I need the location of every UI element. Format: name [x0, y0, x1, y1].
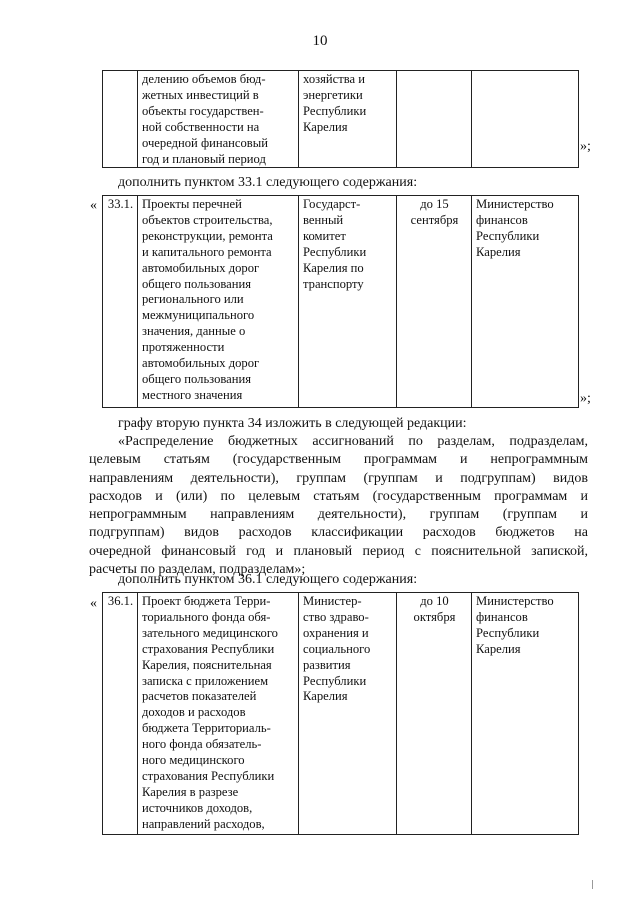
text-line: доходов и расходов	[142, 705, 246, 720]
text-line: Республики	[476, 625, 540, 640]
cell-recipient	[472, 196, 579, 408]
cell-recipient	[472, 71, 579, 168]
table-item-36-1	[102, 592, 579, 835]
cell-document-name	[138, 196, 299, 408]
text-line: год и плановый период	[142, 151, 266, 166]
text-line: Министерство	[476, 197, 554, 211]
text-line: направлениям деятельности), группам (группам и подгруппам) видов	[89, 470, 588, 486]
text-line: комитет	[303, 228, 346, 243]
text-line: непрограммным направлениям деятельности), группам (группам и	[89, 507, 588, 523]
cell-number: 33.1.	[103, 196, 138, 408]
table-row	[103, 196, 579, 408]
text-line: регионального или	[142, 292, 244, 307]
text-line: общего пользования	[142, 371, 252, 386]
text-line: Проект бюджета Терри-	[142, 594, 271, 608]
text-line: страхования Республики	[142, 768, 275, 783]
page-number: 10	[312, 33, 328, 49]
cell-responsible	[299, 196, 397, 408]
text-line: межмуниципального	[142, 308, 255, 323]
cell-number	[103, 71, 138, 168]
text-line: значения, данные о	[142, 324, 246, 339]
text-line: объекты государствен-	[142, 103, 264, 118]
text-line: венный	[303, 212, 344, 227]
text-line: развития	[303, 657, 351, 672]
text-line: Республики	[476, 228, 540, 243]
text-line: Республики	[303, 673, 367, 688]
text-line: Карелия	[303, 119, 348, 134]
text-line: октября	[413, 609, 456, 624]
text-line: целевым статьям (государственным программам и непрограммным	[89, 452, 588, 468]
paragraph-34-intro: графу вторую пункта 34 изложить в следующей редакции:	[118, 416, 467, 431]
text-line: «Распределение бюджетных ассигнований по разделам, подразделам,	[118, 434, 588, 449]
cell-responsible	[299, 593, 397, 835]
text-line: направлений расходов,	[142, 816, 265, 831]
cell-deadline	[397, 593, 472, 835]
text-line: до 10	[420, 594, 449, 608]
text-line: ного медицинского	[142, 753, 245, 768]
text-line: финансов	[476, 609, 528, 624]
text-line: Республики	[303, 244, 367, 259]
table-row	[103, 71, 579, 168]
cell-deadline	[397, 196, 472, 408]
closing-quote: »;	[580, 139, 591, 154]
text-line: очередной финансовый год и плановый период с пояснительной запиской,	[89, 543, 588, 559]
text-line: Республики	[303, 103, 367, 118]
cell-number: 36.1.	[103, 593, 138, 835]
text-line: подгруппам) видов расходов классификации расходов бюджетов на	[89, 525, 588, 541]
text-line: Карелия по	[303, 260, 364, 275]
text-line: социального	[303, 641, 371, 656]
text-line: протяженности	[142, 340, 225, 355]
cell-recipient	[472, 593, 579, 835]
text-line: энергетики	[303, 87, 363, 102]
text-line: записка с приложением	[142, 673, 269, 688]
text-line: до 15	[420, 197, 449, 211]
paragraph-add-36-1: дополнить пунктом 36.1 следующего содержания:	[118, 572, 418, 587]
text-line: Министер-	[303, 594, 362, 608]
text-line: и капитального ремонта	[142, 244, 272, 259]
text-line: транспорту	[303, 276, 364, 291]
text-line: делению объемов бюд-	[142, 72, 266, 86]
text-line: расходов и (или) по целевым статьям (государственным программам и	[89, 488, 588, 504]
text-line: Министерство	[476, 594, 554, 608]
table-item-33-1	[102, 195, 579, 408]
text-line: автомобильных дорог	[142, 356, 260, 371]
closing-quote: »;	[580, 391, 591, 406]
text-line: реконструкции, ремонта	[142, 228, 273, 243]
text-line: ство здраво-	[303, 609, 369, 624]
text-line: общего пользования	[142, 276, 252, 291]
text-line: Проекты перечней	[142, 197, 242, 211]
text-line: Карелия	[476, 641, 521, 656]
paragraph-add-33-1: дополнить пунктом 33.1 следующего содержания:	[118, 175, 418, 190]
text-line: ного фонда обязатель-	[142, 737, 262, 752]
cell-deadline	[397, 71, 472, 168]
text-line: Карелия	[303, 689, 348, 704]
text-line: расчеты по разделам, подразделам»;	[89, 562, 306, 578]
text-line: финансов	[476, 212, 528, 227]
text-line: очередной финансовый	[142, 135, 268, 150]
text-line: Карелия в разрезе	[142, 784, 239, 799]
text-line: местного значения	[142, 387, 243, 402]
opening-quote: «	[90, 198, 97, 213]
text-line: жетных инвестиций в	[142, 87, 259, 102]
text-line: ной собственности на	[142, 119, 260, 134]
text-line: страхования Республики	[142, 641, 275, 656]
text-line: Государст-	[303, 197, 361, 211]
cell-document-name	[138, 71, 299, 168]
table-row	[103, 593, 579, 835]
text-line: ториального фонда обя-	[142, 609, 271, 624]
text-line: источников доходов,	[142, 800, 253, 815]
opening-quote: «	[90, 596, 97, 611]
text-line: Карелия	[476, 244, 521, 259]
scan-artifact-mark	[592, 880, 593, 889]
text-line: Карелия, пояснительная	[142, 657, 272, 672]
paragraph-34-text	[89, 433, 588, 579]
table-continuation	[102, 70, 579, 168]
text-line: зательного медицинского	[142, 625, 278, 640]
cell-document-name	[138, 593, 299, 835]
text-line: бюджета Территориаль-	[142, 721, 271, 736]
text-line: сентября	[410, 212, 459, 227]
text-line: охранения и	[303, 625, 369, 640]
text-line: хозяйства и	[303, 72, 365, 86]
text-line: расчетов показателей	[142, 689, 257, 704]
text-line: автомобильных дорог	[142, 260, 260, 275]
text-line: объектов строительства,	[142, 212, 273, 227]
cell-responsible	[299, 71, 397, 168]
